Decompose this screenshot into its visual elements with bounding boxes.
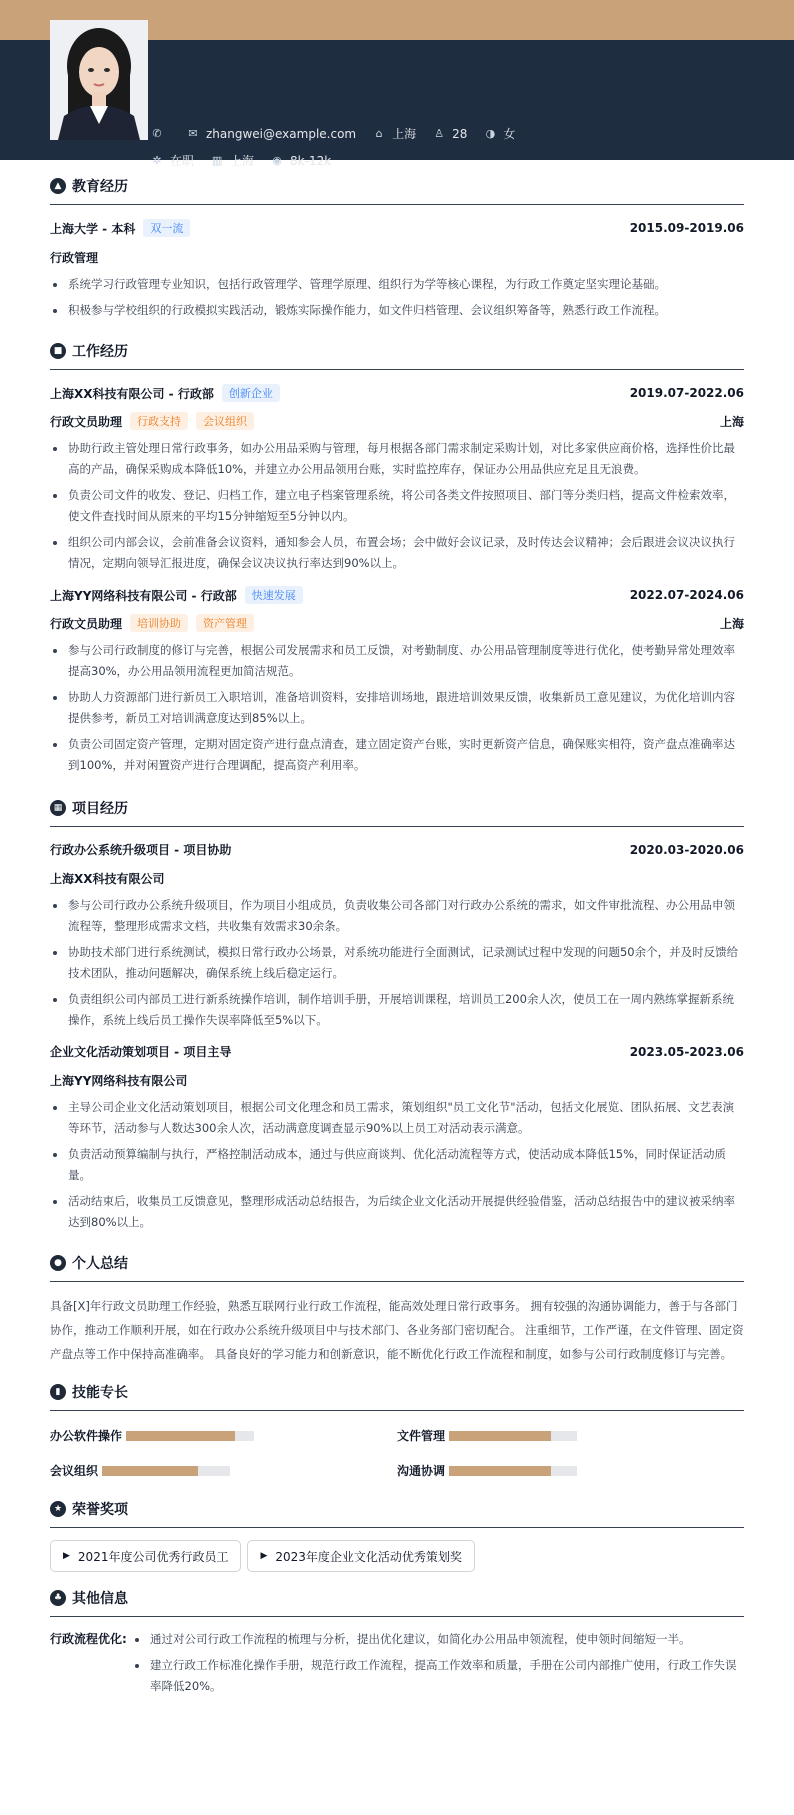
awards-section xyxy=(50,1499,744,1572)
award-label: 2023年度企业文化活动优秀策划奖 xyxy=(275,1549,462,1564)
skill-item xyxy=(397,1427,744,1444)
salary-text: 8k-12k xyxy=(290,153,332,168)
project-bullets xyxy=(50,1097,744,1233)
job-city: 上海 xyxy=(719,616,744,631)
company-name: 上海XX科技有限公司 - 行政部 xyxy=(50,386,214,401)
skill-item xyxy=(50,1427,397,1444)
salary-icon: ◉ xyxy=(272,154,282,167)
age-text: 28 xyxy=(452,126,468,141)
skill-bar-fill xyxy=(102,1466,198,1476)
status-icon: ✲ xyxy=(152,154,162,167)
skill-tag: 资产管理 xyxy=(196,614,254,632)
job-city: 上海 xyxy=(719,414,744,429)
job-bullets xyxy=(50,438,744,574)
bar-chart-icon: ▮ xyxy=(50,1384,66,1400)
project-period: 2023.05-2023.06 xyxy=(629,1044,744,1059)
skill-tag: 会议组织 xyxy=(196,412,254,430)
gender-icon: ◑ xyxy=(485,127,496,140)
info-icon: ♣ xyxy=(50,1590,66,1606)
triangle-right-icon: ▶ xyxy=(63,1551,70,1561)
home-icon: ⌂ xyxy=(375,127,383,140)
education-bullets xyxy=(50,274,744,321)
target-city-text: 上海 xyxy=(230,154,255,168)
major: 行政管理 xyxy=(50,251,99,265)
list-item: 负责组织公司内部员工进行新系统操作培训，制作培训手册，开展培训课程，培训员工200余人次，使员工在一周内熟练掌握新系统操作，系统上线后员工操作失误率降低至5%以下。 xyxy=(50,989,744,1031)
email-icon: ✉ xyxy=(188,127,198,140)
school-tag: 双一流 xyxy=(143,219,190,237)
graduation-cap-icon: ▲ xyxy=(50,178,66,194)
award-item xyxy=(50,1540,241,1572)
list-item: 积极参与学校组织的行政模拟实践活动，锻炼实际操作能力，如文件归档管理、会议组织筹备等，熟悉行政工作流程。 xyxy=(50,300,744,321)
skill-bar-fill xyxy=(449,1466,551,1476)
list-item: 参与公司行政办公系统升级项目，作为项目小组成员，负责收集公司各部门对行政办公系统的需求，如文件审批流程、办公用品申领流程等，整理形成需求文档，共收集有效需求30余条。 xyxy=(50,895,744,937)
skill-name: 沟通协调 xyxy=(397,1464,446,1478)
list-item: 通过对公司行政工作流程的梳理与分析，提出优化建议，如简化办公用品申领流程，使申领时间缩短一半。 xyxy=(132,1629,744,1650)
other-bullets xyxy=(132,1629,744,1697)
list-item: 活动结束后，收集员工反馈意见，整理形成活动总结报告，为后续企业文化活动开展提供经验借鉴，活动总结报告中的建议被采纳率达到80%以上。 xyxy=(50,1191,744,1233)
projects-title: 项目经历 xyxy=(72,801,128,817)
company-tag: 快速发展 xyxy=(245,586,303,604)
list-item: 协助技术部门进行系统测试，模拟日常行政办公场景，对系统功能进行全面测试，记录测试过程中发现的问题50余个，并及时反馈给技术团队，推动问题解决，确保系统上线后稳定运行。 xyxy=(50,942,744,984)
medal-icon: ★ xyxy=(50,1501,66,1517)
briefcase-icon: ■ xyxy=(50,343,66,359)
project-company: 上海XX科技有限公司 xyxy=(50,872,165,886)
list-item: 负责公司固定资产管理，定期对固定资产进行盘点清查，建立固定资产台账，实时更新资产信息，确保账实相符，资产盘点准确率达到100%，并对闲置资产进行合理调配，提高资产利用率。 xyxy=(50,734,744,776)
age-icon: ♙ xyxy=(434,127,445,140)
skill-bar xyxy=(449,1466,577,1476)
summary-section xyxy=(50,1253,744,1366)
list-item: 系统学习行政管理专业知识，包括行政管理学、管理学原理、组织行为学等核心课程，为行政工作奠定坚实理论基础。 xyxy=(50,274,744,295)
email-text: zhangwei@example.com xyxy=(206,126,357,141)
skills-section xyxy=(50,1382,744,1479)
phone-icon: ✆ xyxy=(152,127,162,140)
triangle-right-icon: ▶ xyxy=(260,1551,268,1561)
status-text: 在职 xyxy=(170,154,195,168)
project-company: 上海YY网络科技有限公司 xyxy=(50,1074,188,1088)
list-item: 负责公司文件的收发、登记、归档工作，建立电子档案管理系统，将公司各类文件按照项目、部门等分类归档，提高文件检索效率，使文件查找时间从原来的平均15分钟缩短至5分钟以内。 xyxy=(50,485,744,527)
list-item: 负责活动预算编制与执行，严格控制活动成本，通过与供应商谈判、优化活动流程等方式，使活动成本降低15%，同时保证活动质量。 xyxy=(50,1144,744,1186)
skill-item xyxy=(397,1462,744,1479)
list-item: 主导公司企业文化活动策划项目，根据公司文化理念和员工需求，策划组织"员工文化节"活动，包括文化展览、团队拓展、文艺表演等环节，活动参与人数达300余人次，活动满意度调查显示90%以上员工对活动表示满意。 xyxy=(50,1097,744,1139)
skill-item xyxy=(50,1462,397,1479)
position: 行政文员助理 xyxy=(50,414,123,429)
list-item: 建立行政工作标准化操作手册，规范行政工作流程，提高工作效率和质量，手册在公司内部推广使用，行政工作失误率降低20%。 xyxy=(132,1655,744,1697)
skill-tag: 培训协助 xyxy=(130,614,188,632)
company-name: 上海YY网络科技有限公司 - 行政部 xyxy=(50,588,237,603)
award-label: 2021年度公司优秀行政员工 xyxy=(77,1549,229,1564)
skill-bar-fill xyxy=(126,1431,235,1441)
skill-bar-fill xyxy=(449,1431,551,1441)
work-title: 工作经历 xyxy=(72,344,128,360)
company-tag: 创新企业 xyxy=(222,384,280,402)
education-period: 2015.09-2019.06 xyxy=(629,221,744,235)
skill-name: 办公软件操作 xyxy=(50,1429,123,1443)
project-name: 企业文化活动策划项目 - 项目主导 xyxy=(50,1045,232,1059)
skill-bar xyxy=(102,1466,230,1476)
list-item: 参与公司行政制度的修订与完善，根据公司发展需求和员工反馈，对考勤制度、办公用品管理制度等进行优化，使考勤异常处理效率提高30%，办公用品领用流程更加简洁规范。 xyxy=(50,640,744,682)
contact-line xyxy=(150,125,531,142)
location-text: 上海 xyxy=(392,127,417,141)
list-item: 协助人力资源部门进行新员工入职培训，准备培训资料，安排培训场地，跟进培训效果反馈，收集新员工意见建议，为优化培训内容提供参考，新员工对培训满意度达到85%以上。 xyxy=(50,687,744,729)
skill-name: 文件管理 xyxy=(397,1429,446,1443)
other-label: 行政流程优化: xyxy=(50,1632,127,1646)
profile-photo xyxy=(50,20,148,140)
skills-title: 技能专长 xyxy=(72,1385,128,1401)
list-item: 组织公司内部会议，会前准备会议资料，通知参会人员，布置会场；会中做好会议记录，及时传达会议精神；会后跟进会议决议执行情况，定期向领导汇报进度，确保会议决议执行率达到90%以上。 xyxy=(50,532,744,574)
building-icon: ▥ xyxy=(211,154,223,167)
skill-name: 会议组织 xyxy=(50,1464,99,1478)
education-title: 教育经历 xyxy=(72,179,128,195)
other-title: 其他信息 xyxy=(72,1591,128,1607)
job-period: 2019.07-2022.06 xyxy=(629,386,744,400)
awards-title: 荣誉奖项 xyxy=(72,1502,128,1518)
gender-text: 女 xyxy=(503,127,516,141)
job-period: 2022.07-2024.06 xyxy=(629,588,744,602)
projects-section xyxy=(50,798,744,1233)
summary-title: 个人总结 xyxy=(72,1256,128,1272)
summary-text: 具备[X]年行政文员助理工作经验，熟悉互联网行业行政工作流程，能高效处理日常行政事务。 拥有较强的沟通协调能力，善于与各部门协作，推动工作顺利开展，如在行政办公系统升级项目中与技术部门、各业务部门密切配合。 注重细节，工作严谨，在文件管理、固定资产盘点等工作中保持高准确率。 具备良好的学习能力和创新意识，能不断优化行政工作流程和制度，如参与公司行政制度修订与完善。 xyxy=(50,1299,744,1361)
award-item xyxy=(247,1540,474,1572)
work-section xyxy=(50,341,744,776)
education-section xyxy=(50,176,744,321)
skill-bar xyxy=(126,1431,254,1441)
project-name: 行政办公系统升级项目 - 项目协助 xyxy=(50,843,232,857)
list-item: 协助行政主管处理日常行政事务，如办公用品采购与管理，每月根据各部门需求制定采购计划，对比多家供应商价格，选择性价比最高的产品，确保采购成本降低10%，并建立办公用品领用台账，实时监控库存，保证办公用品供应充足且无浪费。 xyxy=(50,438,744,480)
school-name: 上海大学 - 本科 xyxy=(50,221,136,236)
project-bullets xyxy=(50,895,744,1031)
person-icon: ● xyxy=(50,1255,66,1271)
job-bullets xyxy=(50,640,744,776)
skill-tag: 行政支持 xyxy=(130,412,188,430)
project-period: 2020.03-2020.06 xyxy=(629,842,744,857)
grid-icon: ▦ xyxy=(50,800,66,816)
position: 行政文员助理 xyxy=(50,616,123,631)
skill-bar xyxy=(449,1431,577,1441)
other-section xyxy=(50,1588,744,1697)
